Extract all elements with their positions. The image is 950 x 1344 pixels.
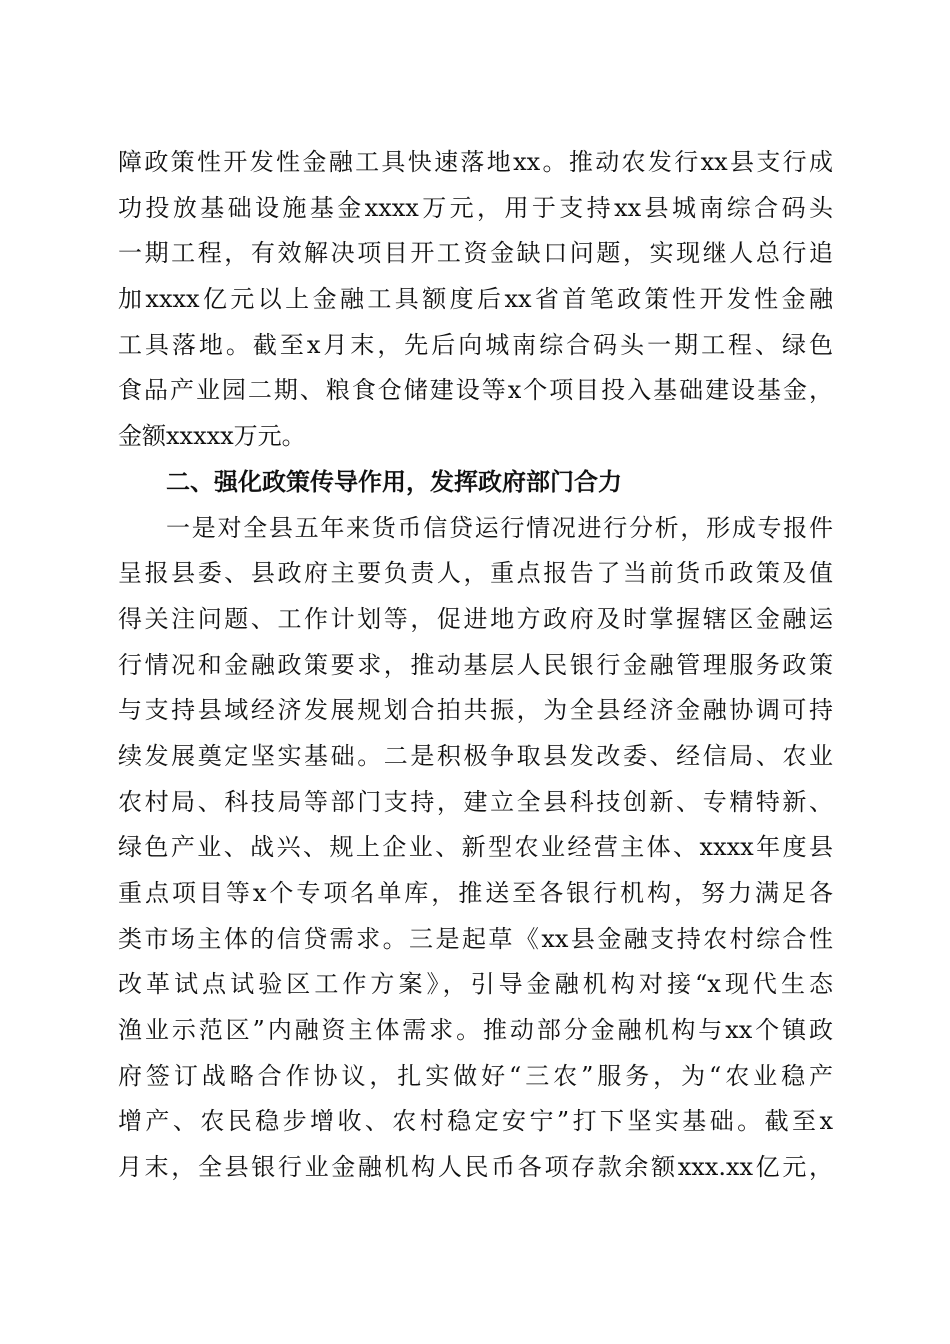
text-line: 食品产业园二期、粮食仓储建设等x个项目投入基础建设基金， <box>118 376 833 405</box>
text-line: 农村局、科技局等部门支持，建立全县科技创新、专精特新、 <box>118 787 833 816</box>
text-line: 一是对全县五年来货币信贷运行情况进行分析，形成专报件 <box>166 513 833 542</box>
text-line: 功投放基础设施基金xxxx万元，用于支持xx县城南综合码头 <box>118 193 833 222</box>
text-line: 续发展奠定坚实基础。二是积极争取县发改委、经信局、农业 <box>118 741 833 770</box>
section-heading: 二、强化政策传导作用，发挥政府部门合力 <box>166 467 622 496</box>
text-line: 重点项目等x个专项名单库，推送至各银行机构，努力满足各 <box>118 879 833 907</box>
text-line: 改革试点试验区工作方案》，引导金融机构对接“x现代生态 <box>118 970 833 999</box>
text-line: 障政策性开发性金融工具快速落地xx。推动农发行xx县支行成 <box>118 148 833 176</box>
text-line: 行情况和金融政策要求，推动基层人民银行金融管理服务政策 <box>118 650 833 679</box>
document-body <box>118 140 833 1191</box>
text-line: 与支持县域经济发展规划合拍共振，为全县经济金融协调可持 <box>118 696 833 725</box>
text-line: 得关注问题、工作计划等，促进地方政府及时掌握辖区金融运 <box>118 604 833 633</box>
text-line: 渔业示范区”内融资主体需求。推动部分金融机构与xx个镇政 <box>118 1016 833 1045</box>
text-line: 绿色产业、战兴、规上企业、新型农业经营主体、xxxx年度县 <box>118 833 833 862</box>
text-line: 金额xxxxx万元。 <box>118 422 306 451</box>
text-line: 加xxxx亿元以上金融工具额度后xx省首笔政策性开发性金融 <box>118 285 833 314</box>
paragraph-1 <box>118 140 833 460</box>
text-line: 呈报县委、县政府主要负责人，重点报告了当前货币政策及值 <box>118 559 833 588</box>
text-line: 增产、农民稳步增收、农村稳定安宁”打下坚实基础。截至x <box>118 1107 833 1136</box>
text-line: 工具落地。截至x月末，先后向城南综合码头一期工程、绿色 <box>118 330 833 359</box>
text-line: 一期工程，有效解决项目开工资金缺口问题，实现继人总行追 <box>118 239 833 268</box>
text-line: 类市场主体的信贷需求。三是起草《xx县金融支持农村综合性 <box>118 924 833 953</box>
text-line: 月末，全县银行业金融机构人民币各项存款余额xxx.xx亿元， <box>118 1153 833 1182</box>
paragraph-2 <box>118 506 833 1191</box>
text-line: 府签订战略合作协议，扎实做好“三农”服务，为“农业稳产 <box>118 1061 833 1090</box>
